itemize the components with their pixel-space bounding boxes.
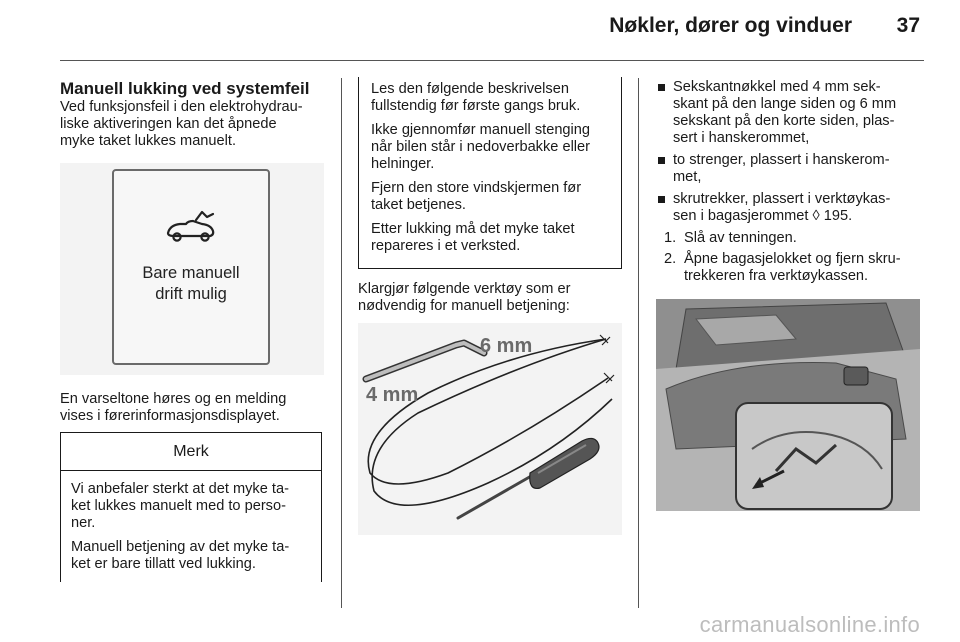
warning-paragraph-1 xyxy=(371,81,609,115)
label-6mm: 6 mm xyxy=(480,335,533,357)
warning-paragraph-4 xyxy=(371,221,609,255)
tools-illustration xyxy=(358,323,622,535)
bullet-line: sen i bagasjerommet ◊ 195. xyxy=(673,208,853,224)
step-item xyxy=(656,251,928,285)
step-item xyxy=(656,230,928,247)
note-line: Vi anbefaler sterkt at det myke ta- xyxy=(71,481,289,497)
note-heading: Merk xyxy=(61,433,321,471)
after-image-text xyxy=(60,391,328,425)
tools-drawing xyxy=(358,323,622,535)
column-divider-1 xyxy=(341,78,342,608)
warning-line: helninger. xyxy=(371,156,435,172)
note-line: ner. xyxy=(71,515,96,531)
note-line: ket er bare tillatt ved lukking. xyxy=(71,556,256,572)
list-item xyxy=(656,79,928,147)
trunk-photo-illustration xyxy=(656,299,920,511)
list-item xyxy=(656,191,928,225)
warning-line: repareres i et verksted. xyxy=(371,238,521,254)
step-line: Slå av tenningen. xyxy=(684,230,797,246)
warning-box xyxy=(358,77,622,269)
header-divider xyxy=(60,60,924,61)
warning-line: taket betjenes. xyxy=(371,197,466,213)
bullet-line: met, xyxy=(673,169,702,185)
bullet-line: to strenger, plassert i hanskerom- xyxy=(673,152,890,168)
step-line: trekkeren fra verktøykassen. xyxy=(684,268,869,284)
footer-watermark: carmanualsonline.info xyxy=(699,612,920,637)
warning-line: Ikke gjennomfør manuell stenging xyxy=(371,122,591,138)
note-line: ket lukkes manuelt med to perso- xyxy=(71,498,286,514)
display-text-line-2: drift mulig xyxy=(155,285,227,303)
warning-paragraph-2 xyxy=(371,122,609,173)
warning-line: Fjern den store vindskjermen før xyxy=(371,180,582,196)
bullet-line: Sekskantnøkkel med 4 mm sek- xyxy=(673,79,881,95)
hex-key-icon xyxy=(366,343,484,379)
bullet-square-icon xyxy=(658,157,665,164)
page-number: 37 xyxy=(896,14,920,37)
trunk-drawing xyxy=(656,299,920,511)
warning-line: når bilen står i nedoverbakke eller xyxy=(371,139,591,155)
bullet-line: sekskant på den korte siden, plas- xyxy=(673,113,895,129)
list-item xyxy=(656,152,928,186)
label-4mm: 4 mm xyxy=(366,384,419,406)
display-text-line-1: Bare manuell xyxy=(142,264,240,282)
tool-list xyxy=(656,79,928,225)
note-line: Manuell betjening av det myke ta- xyxy=(71,539,290,555)
step-line: Åpne bagasjelokket og fjern skru- xyxy=(684,251,901,267)
step-number: 2. xyxy=(664,251,677,267)
warning-line: Les den følgende beskrivelsen xyxy=(371,81,569,97)
bullet-line: sert i hanskerommet, xyxy=(673,130,810,146)
bullet-square-icon xyxy=(658,196,665,203)
section-title: Manuell lukking ved systemfeil xyxy=(60,79,310,98)
intro-line-3: myke taket lukkes manuelt. xyxy=(60,133,237,149)
note-paragraph-1 xyxy=(71,481,311,532)
note-box xyxy=(60,432,322,582)
steps-list xyxy=(656,230,928,285)
after-image-line-1: En varseltone høres og en melding xyxy=(60,391,287,407)
warning-paragraph-3 xyxy=(371,180,609,214)
column-3 xyxy=(656,79,928,289)
column-1 xyxy=(60,79,328,150)
info-display-frame xyxy=(112,169,270,365)
column-divider-2 xyxy=(638,78,639,608)
bullet-line: skrutrekker, plassert i verktøykas- xyxy=(673,191,891,207)
display-message-illustration xyxy=(60,163,324,375)
intro-line-1: Ved funksjonsfeil i den elektrohydrau- xyxy=(60,99,303,115)
step-number: 1. xyxy=(664,230,677,246)
tools-intro-line-1: Klargjør følgende verktøy som er xyxy=(358,281,571,297)
intro-line-2: liske aktiveringen kan det åpnede xyxy=(60,116,277,132)
note-paragraph-2 xyxy=(71,539,311,573)
warning-line: Etter lukking må det myke taket xyxy=(371,221,575,237)
tools-intro-line-2: nødvendig for manuell betjening: xyxy=(358,298,570,314)
page-header-title: Nøkler, dører og vinduer xyxy=(609,14,852,37)
screwdriver-icon xyxy=(458,438,599,518)
warning-line: fullstendig før første gangs bruk. xyxy=(371,98,581,114)
bullet-line: skant på den lange siden og 6 mm xyxy=(673,96,897,112)
tools-intro xyxy=(358,281,626,315)
bullet-square-icon xyxy=(658,84,665,91)
note-body xyxy=(61,471,321,573)
after-image-line-2: vises i førerinformasjonsdisplayet. xyxy=(60,408,280,424)
